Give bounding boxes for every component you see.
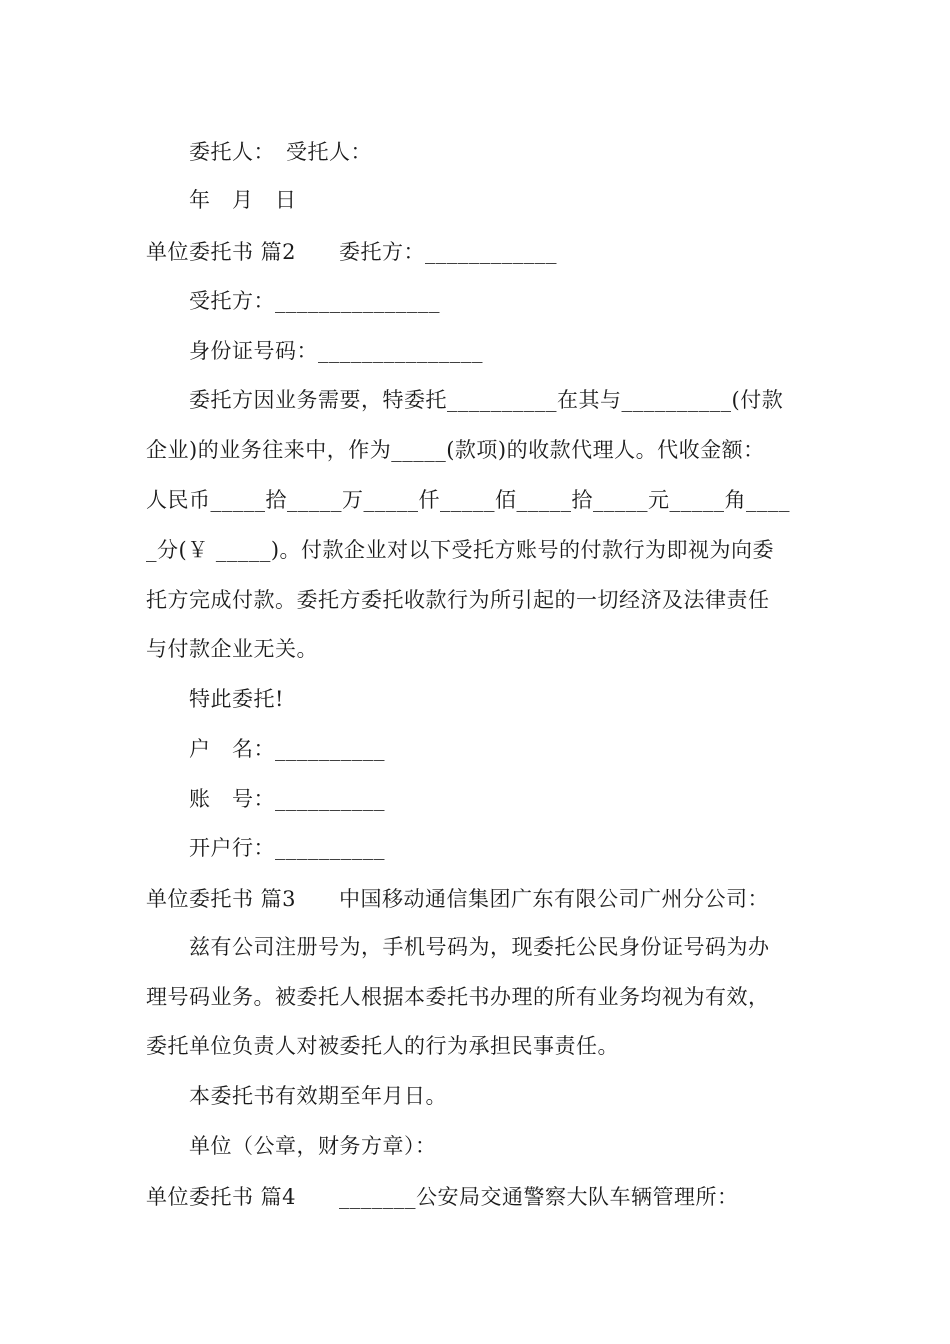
paragraph-line: 委托单位负责人对被委托人的行为承担民事责任。 bbox=[146, 1034, 619, 1058]
paragraph-line: 与付款企业无关。 bbox=[146, 637, 318, 661]
paragraph-line: 委托方因业务需要，特委托__________在其与__________(付款 bbox=[189, 388, 784, 412]
paragraph-line: 兹有公司注册号为，手机号码为，现委托公民身份证号码为办 bbox=[189, 935, 770, 959]
section-heading-2: 单位委托书 篇2 委托方：____________ bbox=[146, 240, 558, 264]
seal-line: 单位（公章，财务方章）： bbox=[189, 1134, 437, 1158]
agent-field: 受托方：_______________ bbox=[189, 289, 440, 313]
section-heading-4: 单位委托书 篇4 _______公安局交通警察大队车辆管理所： bbox=[146, 1185, 739, 1209]
closing-text: 特此委托! bbox=[189, 687, 284, 711]
validity-line: 本委托书有效期至年月日。 bbox=[189, 1084, 447, 1108]
id-number-field: 身份证号码：_______________ bbox=[189, 339, 483, 363]
paragraph-line: 人民币_____拾_____万_____仟_____佰_____拾_____元_____角____ bbox=[146, 488, 790, 512]
date-line: 年 月 日 bbox=[189, 188, 297, 212]
paragraph-line: _分(￥ _____)。付款企业对以下受托方账号的付款行为即视为向委 bbox=[146, 538, 775, 562]
account-name-field: 户 名：__________ bbox=[189, 737, 385, 761]
principal-agent-signature-line: 委托人： 受托人： bbox=[189, 140, 372, 164]
paragraph-line: 托方完成付款。委托方委托收款行为所引起的一切经济及法律责任 bbox=[146, 588, 770, 612]
bank-field: 开户行：__________ bbox=[189, 836, 385, 860]
section-heading-3: 单位委托书 篇3 中国移动通信集团广东有限公司广州分公司： bbox=[146, 887, 770, 911]
account-number-field: 账 号：__________ bbox=[189, 787, 385, 811]
paragraph-line: 企业)的业务往来中，作为_____(款项)的收款代理人。代收金额： bbox=[146, 438, 765, 462]
paragraph-line: 理号码业务。被委托人根据本委托书办理的所有业务均视为有效， bbox=[146, 985, 770, 1009]
